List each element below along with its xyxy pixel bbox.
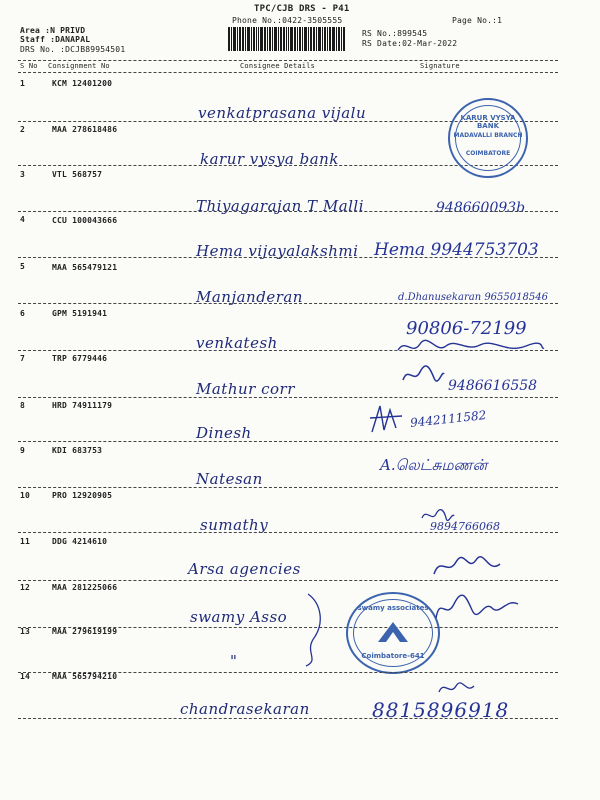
col-signature: Signature [420,62,460,70]
page-number: Page No.:1 [452,16,503,25]
row-sno: 12 [20,583,31,592]
area-label: Area :N PRIVD [20,26,86,35]
consignee-name: Mathur corr [196,380,295,398]
signature: 948660093b [436,200,526,216]
stamp-logo-icon [376,620,410,646]
consignee-name: Dinesh [196,424,252,442]
consignment-no: PRO 12920905 [52,491,113,500]
row-divider [18,350,558,351]
bank-stamp: KARUR VYSYA BANK MADAVALLI BRANCH COIMBATORE [448,98,528,178]
header-rule-top [18,60,558,61]
row-sno: 11 [20,537,31,546]
row-sno: 6 [20,309,26,318]
consignment-no: MAA 565794210 [52,672,118,681]
consignee-name: " [230,652,238,670]
consignment-no: MAA 278618486 [52,125,118,134]
signature-scribble [436,678,476,698]
row-divider [18,487,558,488]
signature-scribble [400,362,446,386]
consignment-no: VTL 568757 [52,170,103,179]
row-divider [18,397,558,398]
row-sno: 14 [20,672,31,681]
row-sno: 10 [20,491,31,500]
rs-date: RS Date:02-Mar-2022 [362,39,458,48]
row-sno: 2 [20,125,26,134]
signature-scribble [366,402,406,438]
row-divider [18,257,558,258]
row-sno: 1 [20,79,26,88]
bracket-mark [300,590,330,670]
signature-scribble [396,336,546,358]
consignment-no: GPM 5191941 [52,309,108,318]
consignee-name: Thiyagarajan T Malli [196,197,365,215]
consignee-name: swamy Asso [190,608,288,626]
consignee-name: venkatesh [196,334,278,352]
consignee-name: karur vysya bank [200,150,339,168]
consignment-no: HRD 74911179 [52,401,113,410]
row-sno: 7 [20,354,26,363]
drs-number: DRS No. :DCJB89954501 [20,45,126,54]
row-divider [18,303,558,304]
swamy-stamp: swamy associates Coimbatore-641 [346,592,440,674]
col-sno: S No [20,62,38,70]
consignee-name: chandrasekaran [180,700,310,718]
col-consignment: Consignment No [48,62,110,70]
row-sno: 3 [20,170,26,179]
row-divider [18,441,558,442]
signature: Hema 9944753703 [374,240,539,260]
staff-label: Staff :DANAPAL [20,35,91,44]
signature: 9486616558 [448,378,538,394]
consignment-no: CCU 100043666 [52,216,118,225]
phone-number: Phone No.:0422-3505555 [232,16,343,25]
row-sno: 13 [20,627,31,636]
row-sno: 8 [20,401,26,410]
row-divider [18,718,558,719]
row-sno: 9 [20,446,26,455]
row-sno: 5 [20,262,26,271]
consignee-name: Manjanderan [196,288,303,306]
signature: 9442111582 [409,408,487,430]
header-rule-bottom [18,72,558,73]
consignment-no: MAA 279619199 [52,627,118,636]
consignee-name: Hema vijayalakshmi [196,242,359,260]
consignment-no: KCM 12401200 [52,79,113,88]
row-divider [18,211,558,212]
consignment-no: MAA 281225066 [52,583,118,592]
col-consignee: Consignee Details [240,62,316,70]
signature: 90806-72199 [406,318,527,339]
rs-number: RS No.:899545 [362,29,428,38]
consignment-no: TRP 6779446 [52,354,108,363]
signature-scribble [432,590,522,626]
signature: A.லெட்சுமணன் [380,456,488,474]
row-divider [18,580,558,581]
consignee-name: Natesan [196,470,263,488]
signature-scribble [430,552,504,580]
signature: 8815896918 [372,698,510,722]
consignee-name: Arsa agencies [188,560,301,578]
consignment-no: KDI 683753 [52,446,103,455]
barcode [228,27,354,51]
document-title: TPC/CJB DRS - P41 [254,4,350,14]
signature: 9894766068 [430,520,500,533]
row-divider [18,532,558,533]
consignment-no: MAA 565479121 [52,263,118,272]
consignee-name: venkatprasana vijalu [198,104,367,122]
consignment-no: DDG 4214610 [52,537,108,546]
signature: d.Dhanusekaran 9655018546 [398,292,548,303]
row-sno: 4 [20,215,26,224]
consignee-name: sumathy [200,516,269,534]
